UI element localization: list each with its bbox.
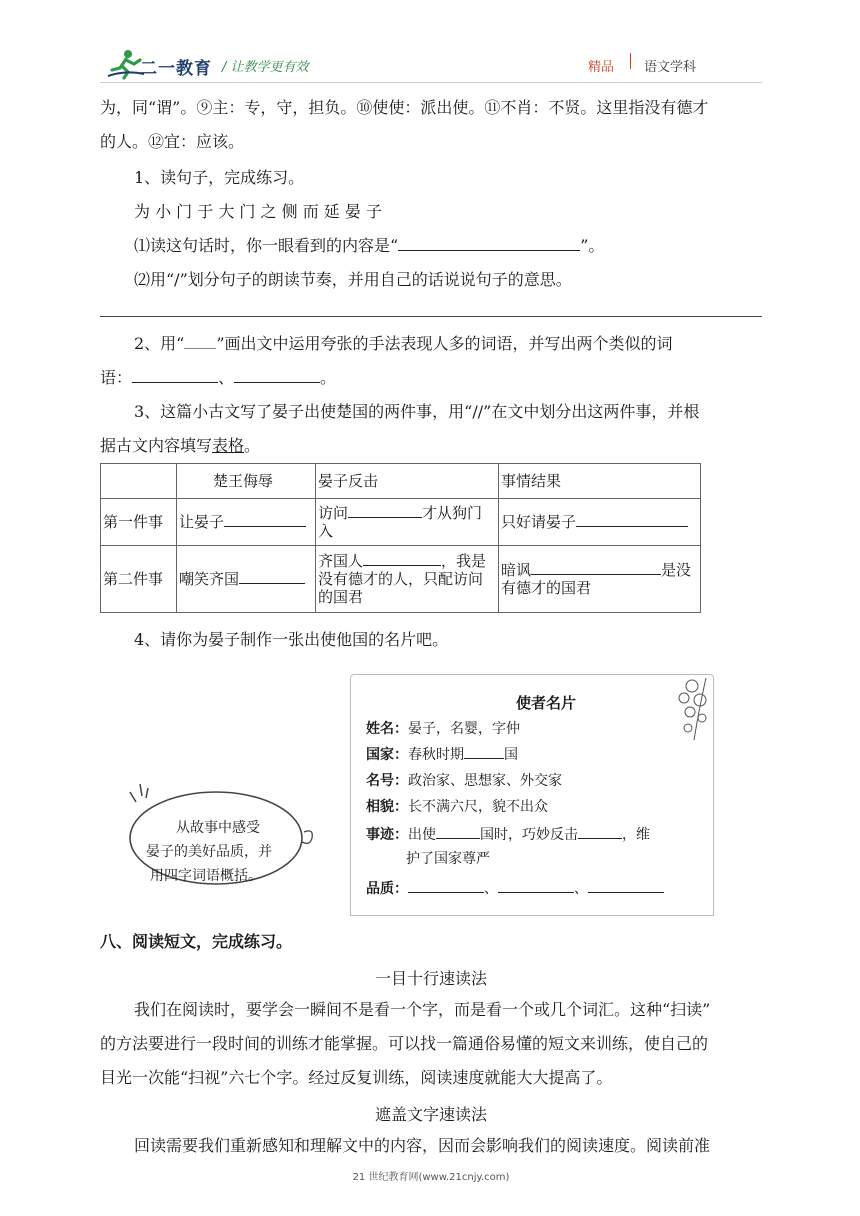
bubble-line-1: 从故事中感受 (176, 820, 260, 836)
header-rule (100, 82, 762, 83)
q1-sub1-text: ⑴读这句话时，你一眼看到的内容是“ (134, 236, 399, 255)
brand-label: 精品 (588, 60, 615, 75)
q2-sep: 、 (218, 368, 235, 387)
q1-title: 1、读句子，完成练习。 (134, 168, 305, 187)
q1-sub2: ⑵用“/”划分句子的朗读节奏，并用自己的话说说句子的意思。 (134, 270, 572, 289)
card-value: ，维 (622, 827, 650, 843)
answer-blank[interactable] (363, 552, 441, 566)
answer-blank[interactable] (436, 826, 480, 839)
table-cell (177, 546, 316, 613)
card-value: 出使 (408, 827, 436, 843)
card-quality-line (366, 880, 664, 898)
answer-blank[interactable] (464, 746, 504, 759)
card-sep: 、 (574, 881, 588, 897)
para2-line-1: 回读需要我们重新感知和理解文中的内容，因而会影响我们的阅读速度。阅读前准 (134, 1136, 711, 1155)
answer-blank[interactable] (224, 513, 306, 527)
footer: 21 世纪教育网(www.21cnjy.com) (352, 1172, 510, 1183)
card-label: 国家： (366, 747, 408, 763)
card-looks-line (366, 798, 548, 816)
answer-blank[interactable] (234, 368, 320, 383)
table-row (101, 499, 701, 546)
q3-line-1: 3、这篇小古文写了晏子出使楚国的两件事，用“//”在文中划分出这两件事，并根 (134, 402, 700, 421)
answer-blank[interactable] (398, 236, 580, 251)
card-label: 品质： (366, 881, 408, 897)
table-cell (499, 546, 701, 613)
table-link[interactable]: 表格 (212, 436, 245, 455)
card-deeds-line-2: 护了国家尊严 (406, 851, 490, 867)
cell-text: 没有德才的人，只配访问 (318, 570, 484, 588)
subheading-1: 一目十行速读法 (374, 969, 487, 988)
answer-blank[interactable] (578, 826, 622, 839)
card-title-line (366, 772, 562, 790)
card-label: 事迹： (366, 827, 408, 843)
para1-line-3: 目光一次能“扫视”六七个字。经过反复训练，阅读速度就能大大提高了。 (100, 1068, 613, 1087)
logo-text: 二一教育 (140, 59, 212, 79)
q2-text-label: 语： (100, 368, 133, 387)
answer-line[interactable] (100, 316, 762, 317)
cell-text: 的国君 (318, 588, 364, 606)
para1-line-2: 的方法要进行一段时间的训练才能掌握。可以找一篇通俗易懂的短文来训练，使自己的 (100, 1034, 709, 1053)
table-cell (316, 546, 499, 613)
card-sep: 、 (484, 881, 498, 897)
q2-end: 。 (320, 368, 337, 387)
slogan: / 让教学更有效 (222, 60, 309, 75)
q4-title: 4、请你为晏子制作一张出使他国的名片吧。 (134, 630, 449, 649)
para1-line-1: 我们在阅读时，要学会一瞬间不是看一个字，而是看一个或几个词汇。这种“扫读” (134, 1000, 711, 1019)
cell-text: 让晏子 (179, 513, 225, 531)
q3-line-2 (100, 436, 260, 456)
brand-separator (630, 53, 631, 69)
card-name-line (366, 720, 520, 738)
card-value: 长不满六尺，貌不出众 (408, 799, 548, 815)
card-value: 政治家、思想家、外交家 (408, 773, 562, 789)
answer-blank[interactable] (576, 513, 688, 527)
cell-text: 入 (318, 522, 334, 540)
table-header-cell: 晏子反击 (316, 464, 499, 499)
subheading-2: 遮盖文字速读法 (374, 1105, 487, 1124)
bubble-line-2: 晏子的美好品质，并 (146, 844, 272, 860)
card-label: 名号： (366, 773, 408, 789)
cell-text: 嘲笑齐国 (179, 570, 240, 588)
underline-sample (184, 334, 216, 349)
section-heading: 八、阅读短文，完成练习。 (100, 932, 293, 951)
cell-text: 齐国人 (318, 552, 364, 570)
row-label: 第一件事 (101, 499, 177, 546)
table-cell (177, 499, 316, 546)
cell-text: 暗讽 (501, 561, 532, 579)
cell-text: 是没 (661, 561, 692, 579)
card-value: 国时，巧妙反击 (480, 827, 578, 843)
q1-sub1-end: ”。 (580, 236, 605, 255)
bubble-line-3: 用四字词语概括。 (150, 868, 262, 884)
card-label: 相貌： (366, 799, 408, 815)
card-value: 春秋时期 (408, 747, 464, 763)
table-cell (316, 499, 499, 546)
q2-line-1 (134, 334, 673, 354)
q2-text-pre: 2、用“ (134, 334, 185, 353)
answer-blank[interactable] (588, 880, 664, 893)
q2-text-mid: ”画出文中运用夸张的手法表现人多的词语，并写出两个类似的词 (216, 334, 673, 353)
table-cell (499, 499, 701, 546)
table-header-cell: 楚王侮辱 (177, 464, 316, 499)
cell-text: 只好请晏子 (501, 513, 577, 531)
q3-end: 。 (244, 436, 261, 455)
q1-sub1 (134, 236, 604, 256)
cell-text: 访问 (318, 504, 349, 522)
answer-blank[interactable] (239, 570, 305, 584)
q1-sentence: 为 小 门 于 大 门 之 侧 而 延 晏 子 (134, 202, 382, 221)
cell-text: ，我是 (441, 552, 487, 570)
answer-blank[interactable] (408, 880, 484, 893)
subject-label: 语文学科 (644, 60, 697, 75)
card-country-line (366, 746, 518, 764)
q3-text: 据古文内容填写 (100, 436, 213, 455)
cell-text: 才从狗门 (422, 504, 483, 522)
notes-line-2: 的人。⑫宜：应该。 (100, 132, 245, 151)
notes-line-1: 为，同“谓”。⑨主：专，守，担负。⑩使使：派出使。⑪不肖：不贤。这里指没有德才 (100, 98, 709, 117)
card-value: 晏子，名婴，字仲 (408, 721, 520, 737)
table-header-cell (101, 464, 177, 499)
answer-blank[interactable] (132, 368, 218, 383)
answer-blank[interactable] (348, 504, 422, 518)
table-header-row (101, 464, 701, 499)
card-deeds-line (366, 826, 650, 844)
card-value: 国 (504, 747, 518, 763)
table-row (101, 546, 701, 613)
answer-blank[interactable] (531, 561, 661, 575)
answer-blank[interactable] (498, 880, 574, 893)
row-label: 第二件事 (101, 546, 177, 613)
table-header-cell: 事情结果 (499, 464, 701, 499)
flower-decoration-icon (672, 674, 714, 744)
q2-line-2 (100, 368, 336, 388)
card-label: 姓名： (366, 721, 408, 737)
events-table (100, 463, 701, 613)
cell-text: 有德才的国君 (501, 579, 592, 597)
card-title: 使者名片 (516, 694, 577, 712)
